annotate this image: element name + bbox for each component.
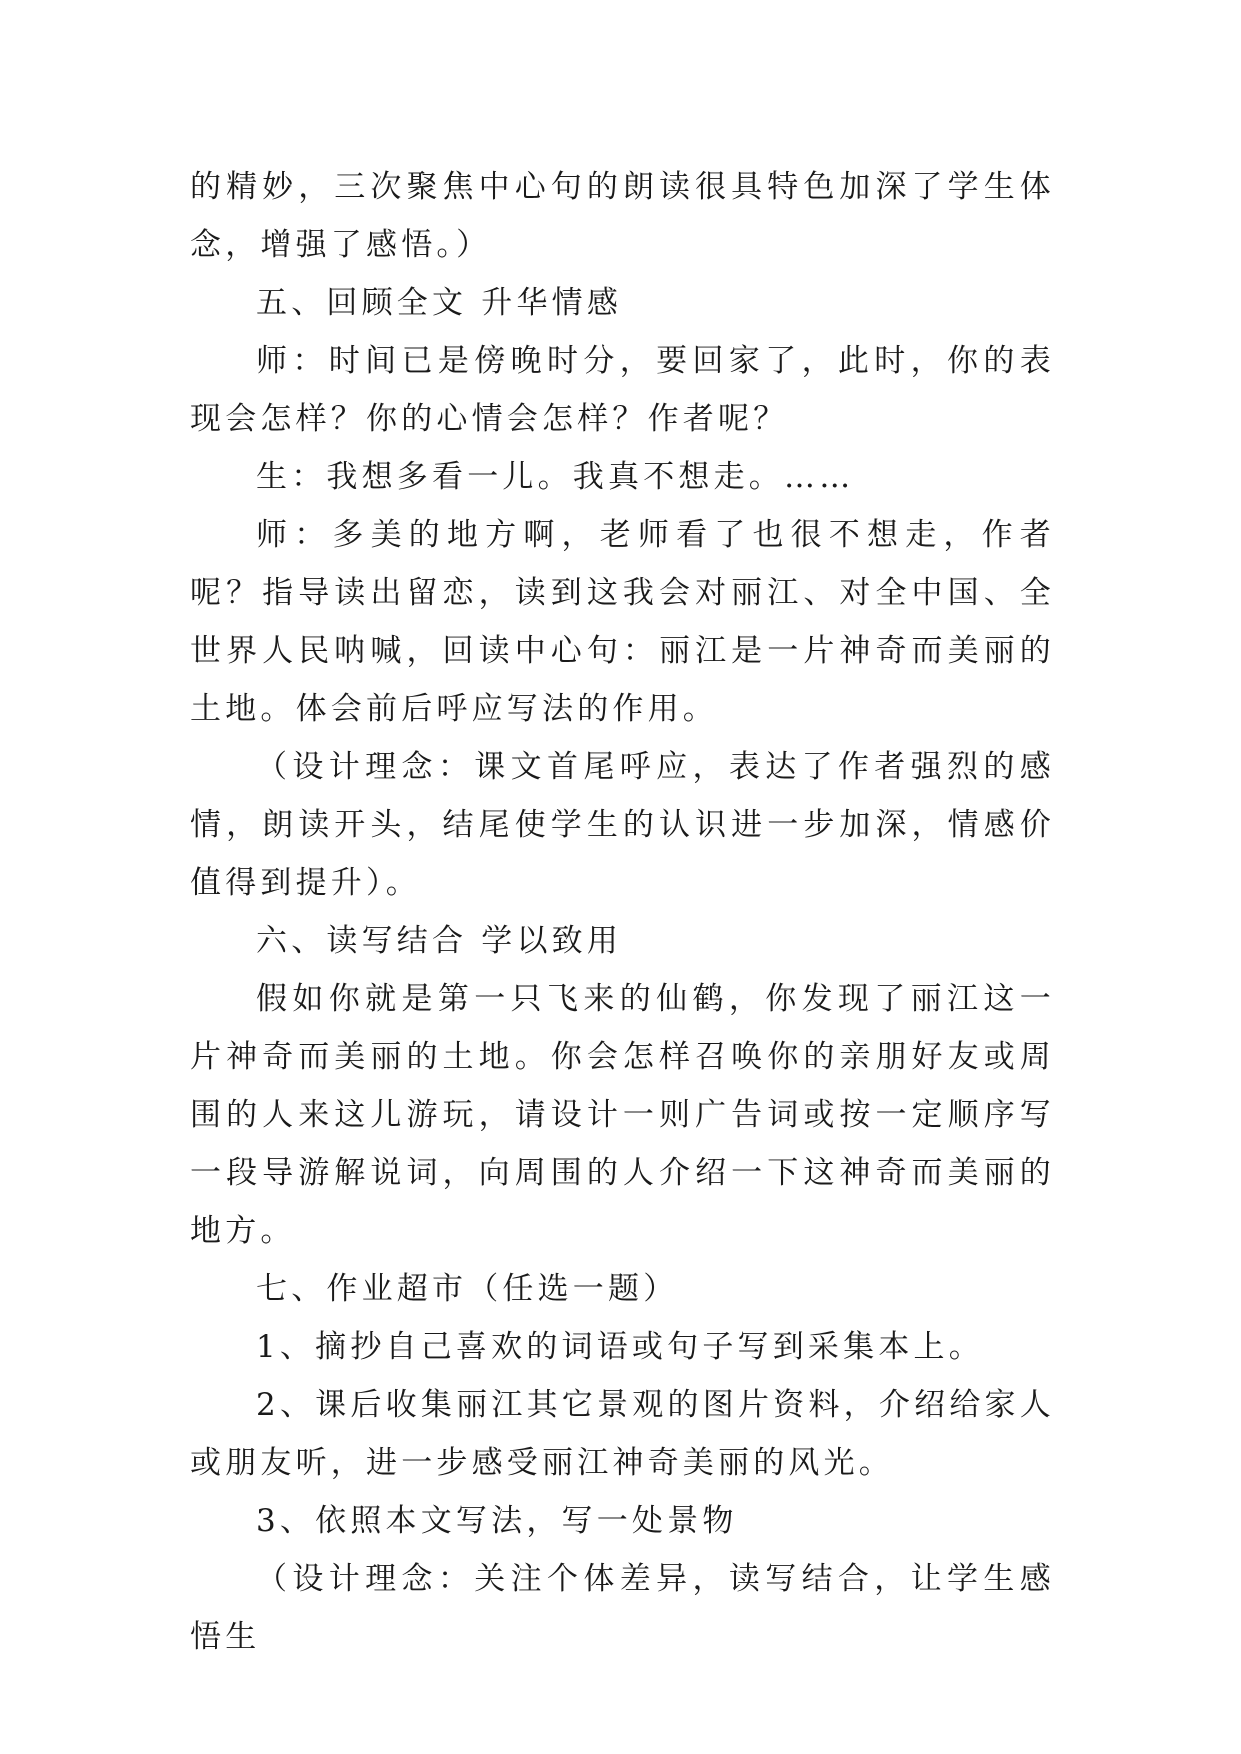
paragraph-student-answer: 生：我想多看一儿。我真不想走。……	[256, 459, 855, 495]
paragraph-design-note-1: （设计理念：课文首尾呼应，表达了作者强烈的感情，朗读开头，结尾使学生的认识进一步加深，情感价值得到提升）。	[190, 749, 1055, 901]
section-heading-7: 七、作业超市（任选一题）	[256, 1271, 679, 1307]
document-body	[190, 158, 1055, 1666]
homework-item-3: 3、依照本文写法，写一处景物	[256, 1503, 738, 1539]
homework-item-2: 2、课后收集丽江其它景观的图片资料，介绍给家人或朋友听，进一步感受丽江神奇美丽的风光。	[190, 1387, 1055, 1481]
paragraph-teacher-question: 师：时间已是傍晚时分，要回家了，此时，你的表现会怎样？你的心情会怎样？作者呢？	[190, 343, 1055, 437]
paragraph-writing-task: 假如你就是第一只飞来的仙鹤，你发现了丽江这一片神奇而美丽的土地。你会怎样召唤你的亲朋好友或周围的人来这儿游玩，请设计一则广告词或按一定顺序写一段导游解说词，向周围的人介绍一下这神奇而美丽的地方。	[190, 981, 1055, 1249]
paragraph-teacher-guidance: 师：多美的地方啊，老师看了也很不想走，作者呢？指导读出留恋，读到这我会对丽江、对全中国、全世界人民呐喊，回读中心句：丽江是一片神奇而美丽的土地。体会前后呼应写法的作用。	[190, 517, 1055, 727]
section-heading-5: 五、回顾全文 升华情感	[256, 285, 623, 321]
paragraph-design-note-2: （设计理念：关注个体差异，读写结合，让学生感悟生	[190, 1561, 1055, 1655]
homework-item-1: 1、摘抄自己喜欢的词语或句子写到采集本上。	[256, 1329, 984, 1365]
paragraph-continuation: 的精妙，三次聚焦中心句的朗读很具特色加深了学生体念，增强了感悟。）	[190, 169, 1055, 263]
section-heading-6: 六、读写结合 学以致用	[256, 923, 623, 959]
